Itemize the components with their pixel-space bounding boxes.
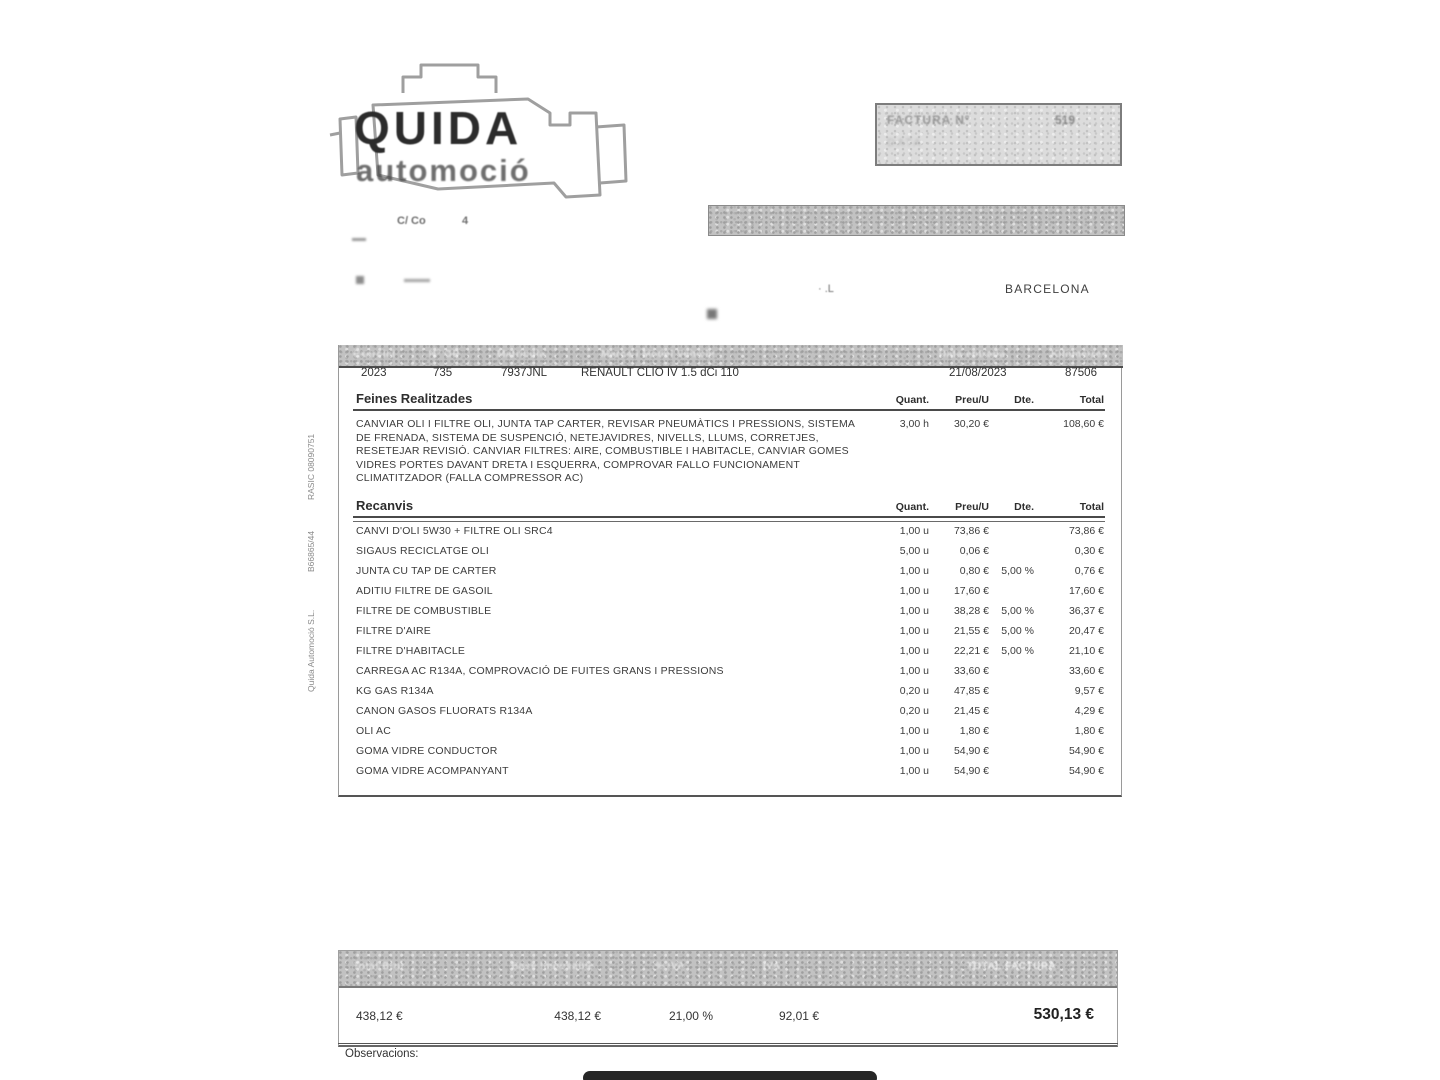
vehicle-header-label: Kilòmetres (1051, 349, 1108, 360)
table-row (339, 745, 1123, 765)
item-description: KG GAS R134A (356, 685, 434, 697)
col-header-preu: Preu/U (955, 394, 989, 406)
section-rule (353, 409, 1105, 411)
item-discount: 5,00 % (1001, 645, 1034, 657)
item-unit-price: 1,80 € (959, 725, 989, 737)
section-title-recanvis: Recanvis (356, 498, 414, 513)
client-city: BARCELONA (1005, 282, 1090, 296)
item-quantity: 1,00 u (899, 525, 929, 537)
sender-street: C/ Co (397, 215, 426, 227)
vehicle-model: RENAULT CLIO IV 1.5 dCi 110 (581, 367, 739, 379)
logo (318, 55, 668, 215)
work-line: CLIMATITZADOR (FALLA COMPRESSOR AC) (356, 472, 584, 484)
brand-subtitle: automoció (356, 153, 531, 188)
item-description: CANVI D'OLI 5W30 + FILTRE OLI SRC4 (356, 525, 553, 537)
base-imposable-value: 438,12 € (554, 1009, 601, 1023)
item-quantity: 1,00 u (899, 625, 929, 637)
item-total: 54,90 € (1068, 765, 1104, 777)
col-header-total: Total (1079, 394, 1104, 406)
invoice-number: 519 (1055, 113, 1076, 127)
item-description: SIGAUS RECICLATGE OLI (356, 545, 489, 557)
item-description: GOMA VIDRE ACOMPANYANT (356, 765, 509, 777)
item-quantity: 1,00 u (899, 745, 929, 757)
table-row (339, 645, 1123, 665)
vehicle-or-number: 735 (433, 367, 453, 379)
margin-text-company: Quida Automoció S.L. (306, 609, 316, 692)
col-header-quant: Quant. (895, 394, 929, 406)
item-unit-price: 17,60 € (953, 585, 989, 597)
item-total: 54,90 € (1068, 745, 1104, 757)
invoice-main-table (338, 345, 1122, 797)
col-header-quant: Quant. (895, 501, 929, 513)
item-total: 33,60 € (1068, 665, 1104, 677)
work-unit-price: 30,20 € (953, 418, 989, 430)
table-row (339, 525, 1123, 545)
item-description: GOMA VIDRE CONDUCTOR (356, 745, 498, 757)
vehicle-header-label: Matrícula (497, 349, 546, 360)
table-row (339, 765, 1123, 785)
item-quantity: 1,00 u (899, 765, 929, 777)
item-discount: 5,00 % (1001, 625, 1034, 637)
item-total: 0,76 € (1074, 565, 1104, 577)
item-quantity: 1,00 u (899, 725, 929, 737)
item-discount: 5,00 % (1001, 605, 1034, 617)
section-title-feines: Feines Realitzades (356, 391, 473, 406)
item-total: 36,37 € (1068, 605, 1104, 617)
item-total: 21,10 € (1068, 645, 1104, 657)
vehicle-table-header (339, 345, 1123, 368)
item-description: ADITIU FILTRE DE GASOIL (356, 585, 493, 597)
item-unit-price: 22,21 € (953, 645, 989, 657)
item-unit-price: 38,28 € (953, 605, 989, 617)
totals-header-label: IVA (763, 961, 781, 972)
total-factura-value: 530,13 € (1033, 1006, 1094, 1023)
item-unit-price: 21,45 € (953, 705, 989, 717)
invoice-number-box (875, 103, 1122, 166)
item-description: FILTRE DE COMBUSTIBLE (356, 605, 492, 617)
item-unit-price: 21,55 € (953, 625, 989, 637)
invoice-box-line2: DATA (887, 137, 923, 149)
brand-name: QUIDA (354, 102, 523, 154)
item-total: 20,47 € (1068, 625, 1104, 637)
vehicle-odometer: 87506 (1065, 367, 1097, 379)
totals-header-label: Base Imposable (511, 961, 595, 972)
item-description: CANON GASOS FLUORATS R134A (356, 705, 533, 717)
scan-smudge (356, 276, 364, 284)
work-line: CANVIAR OLI I FILTRE OLI, JUNTA TAP CARTER, REVISAR PNEUMÀTICS I PRESSIONS, SISTEMA (356, 418, 856, 430)
footer-rule (338, 1043, 1118, 1044)
vehicle-header-label: Marca i Model Vehicle (601, 349, 715, 360)
item-unit-price: 0,06 € (959, 545, 989, 557)
item-total: 1,80 € (1074, 725, 1104, 737)
item-quantity: 1,00 u (899, 565, 929, 577)
item-description: FILTRE D'HABITACLE (356, 645, 466, 657)
item-description: JUNTA CU TAP DE CARTER (356, 565, 497, 577)
sender-street-number: 4 (462, 215, 469, 227)
scan-smudge (707, 309, 717, 319)
work-line: VIDRES PORTES DAVANT DRETA I ESQUERRA, COMPROVAR FALLO FUNCIONAMENT (356, 458, 800, 471)
col-header-dte: Dte. (1014, 501, 1034, 513)
total-brut-value: 438,12 € (356, 1009, 403, 1023)
totals-box (338, 950, 1118, 1047)
item-unit-price: 54,90 € (953, 765, 989, 777)
work-quantity: 3,00 h (899, 418, 929, 430)
item-description: OLI AC (356, 725, 392, 737)
table-row (339, 685, 1123, 705)
totals-header-bar (339, 951, 1117, 988)
item-quantity: 1,00 u (899, 645, 929, 657)
item-quantity: 5,00 u (899, 545, 929, 557)
work-line: RESETEJAR REVISIÓ. CANVIAR FILTRES: AIRE, COMBUSTIBLE I HABITACLE, CANVIAR GOMES (356, 445, 849, 457)
item-total: 9,57 € (1074, 685, 1104, 697)
invoice-box-title: FACTURA Nº (887, 113, 971, 127)
margin-text-ref: B66865/44 (306, 530, 316, 572)
vehicle-header-label: Exercici (353, 349, 396, 360)
table-row (339, 725, 1123, 745)
item-total: 4,29 € (1074, 705, 1104, 717)
item-description: CARREGA AC R134A, COMPROVACIÓ DE FUITES GRANS I PRESSIONS (356, 665, 724, 677)
item-discount: 5,00 % (1001, 565, 1034, 577)
scan-smudge (352, 238, 366, 241)
totals-header-label: TOTAL FACTURA (967, 961, 1057, 972)
totals-header-label: % IVA (655, 961, 686, 972)
item-unit-price: 0,80 € (959, 565, 989, 577)
table-row (339, 545, 1123, 565)
table-row (339, 665, 1123, 685)
item-quantity: 0,20 u (899, 705, 929, 717)
item-quantity: 1,00 u (899, 585, 929, 597)
vehicle-exercici: 2023 (361, 367, 387, 379)
table-row (339, 605, 1123, 625)
iva-amount-value: 92,01 € (778, 1009, 819, 1023)
vehicle-entry-date: 21/08/2023 (949, 367, 1007, 379)
vehicle-header-label: Data entrada (939, 349, 1006, 360)
vehicle-header-label: Nº OR (429, 349, 461, 360)
item-total: 17,60 € (1068, 585, 1104, 597)
item-description: FILTRE D'AIRE (356, 625, 432, 637)
item-quantity: 1,00 u (899, 665, 929, 677)
work-total: 108,60 € (1063, 418, 1104, 430)
vehicle-plate: 7937JNL (501, 367, 548, 379)
observacions-label: Observacions: (345, 1048, 419, 1060)
redacted-client-bar (708, 205, 1125, 236)
work-line: DE FRENADA, SISTEMA DE SUSPENCIÓ, NETEJAVIDRES, NIVELLS, LLUMS, CORRETJES, (356, 431, 819, 444)
table-row (339, 585, 1123, 605)
scan-smudge (404, 279, 430, 282)
table-row (339, 625, 1123, 645)
city-prefix-fragment: · .L (818, 283, 834, 295)
item-total: 73,86 € (1068, 525, 1104, 537)
item-unit-price: 33,60 € (953, 665, 989, 677)
item-quantity: 1,00 u (899, 605, 929, 617)
item-total: 0,30 € (1074, 545, 1104, 557)
col-header-total: Total (1079, 501, 1104, 513)
iva-percent-value: 21,00 % (668, 1009, 713, 1023)
margin-text-rasic: RASIC 08090751 (306, 433, 316, 500)
section-rule (353, 516, 1105, 522)
table-row (339, 705, 1123, 725)
item-unit-price: 73,86 € (953, 525, 989, 537)
col-header-dte: Dte. (1014, 394, 1034, 406)
item-unit-price: 54,90 € (953, 745, 989, 757)
item-unit-price: 47,85 € (953, 685, 989, 697)
col-header-preu: Preu/U (955, 501, 989, 513)
redacted-footer-bar (583, 1071, 877, 1080)
table-row (339, 565, 1123, 585)
item-quantity: 0,20 u (899, 685, 929, 697)
totals-header-label: Total Brut (353, 961, 405, 972)
